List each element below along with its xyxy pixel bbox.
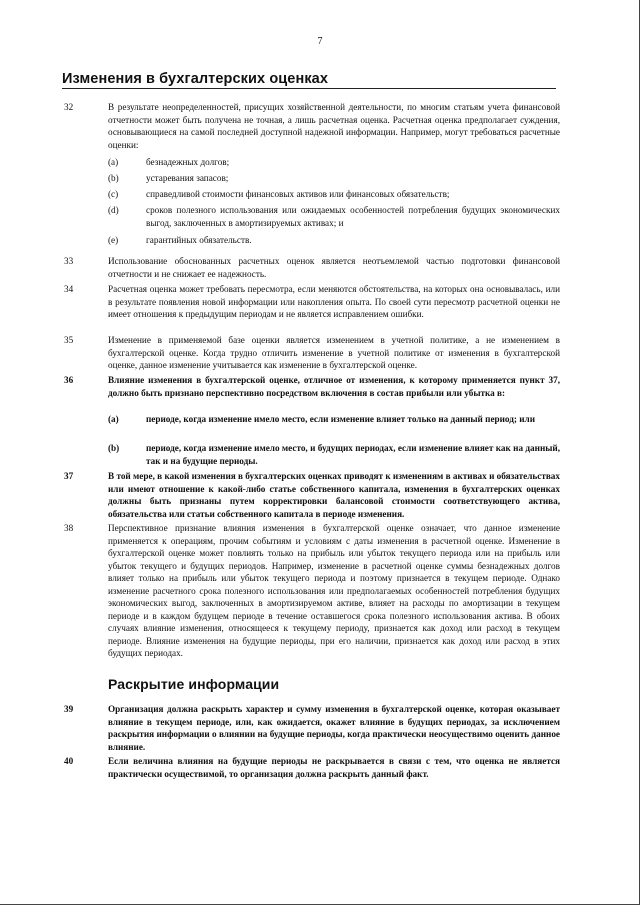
paragraph-text: Если величина влияния на будущие периоды не раскрывается в связи с тем, что оценка не является практически осуществимой, то организация должна раскрыть данный факт. [108,756,560,779]
list-item-text: справедливой стоимости финансовых активов или финансовых обязательств; [146,189,450,199]
paragraph-text: Расчетная оценка может требовать пересмотра, если меняются обстоятельства, на которых она основывалась, или в результате появления новой информации или накопления опыта. По своей сути пересмотр расчетной оценки не имеет отношения к предыдущим периодам и не является исправлением ошибки. [108,284,560,319]
paragraph-number: 35 [64,335,74,345]
list-item-label: (b) [108,173,119,183]
list-item-text: устаревания запасов; [146,173,229,183]
paragraph-text: В результате неопределенностей, присущих хозяйственной деятельности, по многим статьям учета финансовой отчетности может быть получена не точная, а лишь расчетная оценка. Расчетная оценка предполагает суждения, основывающиеся на самой последней доступной надежной информации. Например, могут требоваться расчетные оценки: [108,102,560,150]
paragraph-text: Изменение в применяемой базе оценки является изменением в учетной политике, а не изменением в бухгалтерской оценке. Когда трудно отличить изменение в учетной политике от изменения в бухгалтерской оценке, данное изменение учитывается как изменение в бухгалтерской оценке. [108,335,560,370]
paragraph-number: 38 [64,523,74,533]
paragraph-number: 33 [64,256,74,266]
list-item-text: сроков полезного использования или ожидаемых особенностей потребления будущих экономических выгод, заключенных в амортизируемых активах; и [146,205,560,228]
list-item-text: безнадежных долгов; [146,157,230,167]
paragraph-text: Перспективное признание влияния изменения в бухгалтерской оценке означает, что данное изменение применяется к операциям, прочим событиям и условиям с даты изменения в расчетной оценке. Изменение в бухгалтерской оценке может повлиять только на прибыль или убыток текущего периода или на прибыль или убыток текущего и будущих периодов. Например, изменение в расчетной оценке суммы безнадежных долгов влияет только на прибыль или убыток текущего периода и поэтому признается в текущем периоде. Однако изменение расчетного срока полезного использования или предполагаемых особенностей потребления будущих экономических выгод, заключенных в амортизируемом активе, влияет на расходы по амортизации в текущем периоде и в каждом будущем периоде в течение оставшегося срока полезного использования актива. В обоих случаях влияние изменения, относящееся к текущему периоду, признается как доход или расход в текущем периоде. Влияние изменения на будущие периоды, при его наличии, признается как доход или расход в этих будущих периодах. [108,523,560,658]
paragraph-text: Организация должна раскрыть характер и сумму изменения в бухгалтерской оценке, которая оказывает влияние в текущем периоде, или, как ожидается, окажет влияние в будущих периодах, за исключением раскрытия информации о влиянии на будущие периоды, когда практически неосуществимо оценить данное влияние. [108,704,560,752]
paragraph-number: 34 [64,284,74,294]
paragraph-number: 37 [64,471,74,481]
list-item-label: (d) [108,205,119,215]
list-item-text: периоде, когда изменение имело место, и будущих периодах, если изменение влияет как на данный, так и на будущие периоды. [146,443,560,466]
list-item-label: (a) [108,157,119,167]
paragraph-text: В той мере, в какой изменения в бухгалтерских оценках приводят к изменениям в активах и обязательствах или имеют отношение к какой-либо статье собственного капитала, изменения в бухгалтерских оценках должны быть признаны путем корректировки балансовой стоимости соответствующего актива, обязательства или статьи собственного капитала в периоде изменения. [108,471,560,519]
paragraph-number: 36 [64,375,74,385]
section-heading-estimates: Изменения в бухгалтерских оценках [62,71,556,89]
section-heading-disclosure: Раскрытие информации [108,676,280,692]
list-item-label: (b) [108,443,120,453]
paragraph-text: Использование обоснованных расчетных оценок является неотъемлемой частью подготовки финансовой отчетности и не снижает ее надежность. [108,256,560,279]
list-item-text: периоде, когда изменение имело место, если изменение влияет только на данный период; или [146,414,535,424]
paragraph-number: 39 [64,704,74,714]
paragraph-number: 32 [64,102,74,112]
page-number: 7 [317,36,323,47]
paragraph-number: 40 [64,756,74,766]
list-item-text: гарантийных обязательств. [146,235,252,245]
paragraph-text: Влияние изменения в бухгалтерской оценке, отличное от изменения, к которому применяется пункт 37, должно быть признано перспективно посредством включения в состав прибыли или убытка в: [108,375,560,398]
list-item-label: (a) [108,414,119,424]
list-item-label: (e) [108,235,119,245]
list-item-label: (c) [108,189,119,199]
